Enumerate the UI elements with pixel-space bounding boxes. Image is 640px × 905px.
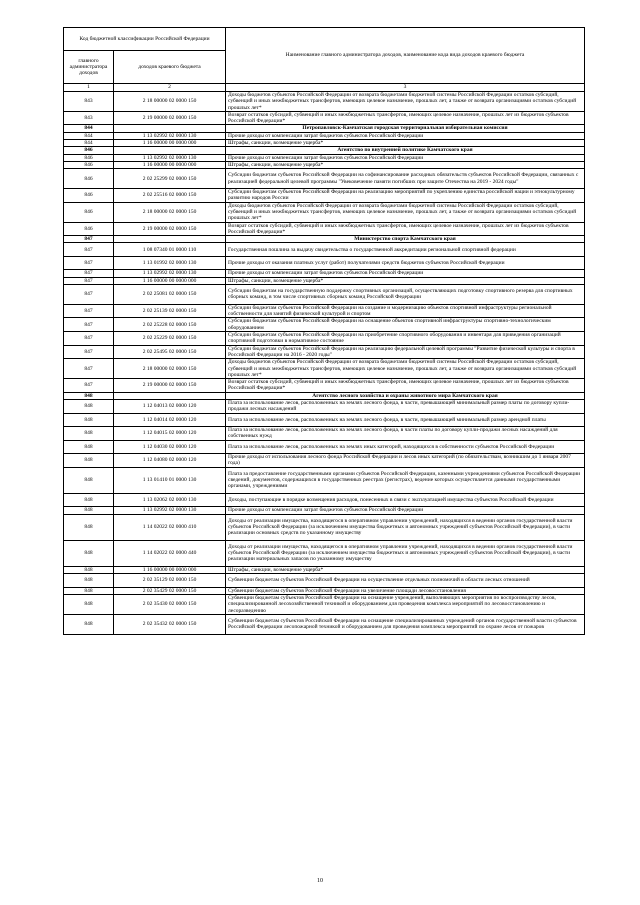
income-code-cell: 1 13 02992 02 0000 130	[114, 132, 226, 139]
admin-code-cell: 847	[64, 304, 114, 318]
admin-code-cell: 844	[64, 140, 114, 147]
admin-code-cell: 847	[64, 270, 114, 277]
income-code-cell: 2 19 00000 02 0000 150	[114, 379, 226, 393]
income-name-cell: Прочие доходы от компенсации затрат бюджетов субъектов Российской Федерации	[226, 507, 585, 514]
admin-code-cell: 846	[64, 169, 114, 189]
table-row	[64, 574, 585, 588]
table-row	[64, 285, 585, 305]
income-code-cell: 2 02 35432 02 0000 150	[114, 614, 226, 634]
table-row	[64, 111, 585, 125]
income-name-cell: Доходы бюджетов субъектов Российской Федерации от возврата бюджетами бюджетной системы Российской Федерации остатков субсидий, субвенций и иных межбюджетных трансфертов, имеющих целевое назначение, прошлых лет, а также от возврата организациями остатков субсидий прошлых лет*	[226, 202, 585, 222]
income-code-cell: 1 13 02992 02 0000 130	[114, 154, 226, 161]
income-name-cell: Штрафы, санкции, возмещение ущерба*	[226, 161, 585, 168]
table-row	[64, 154, 585, 161]
income-code-cell: 1 13 01992 02 0000 130	[114, 256, 226, 270]
income-name-cell: Плата за предоставление государственными органами субъектов Российской Федерации, казенными учреждениями субъектов Российской Федерации сведений, документов, содержащихся в государственных реестрах (регистрах), ведение которых осуществляется данными государственными органами, учреждениями	[226, 467, 585, 493]
admin-code-cell: 848	[64, 574, 114, 588]
income-code-cell: 1 12 04014 02 0000 120	[114, 413, 226, 427]
income-name-cell: Плата за использование лесов, расположенных на землях лесного фонда, в части, превышающей минимальный размер арендной платы	[226, 413, 585, 427]
admin-code-cell: 848	[64, 399, 114, 413]
income-code-cell: 2 18 00000 02 0000 150	[114, 202, 226, 222]
income-code-cell: 2 02 25139 02 0000 150	[114, 304, 226, 318]
income-name-cell: Субсидии бюджетам субъектов Российской Федерации на создание и модернизацию объектов спортивной инфраструктуры региональной собственности для занятий физической культурой и спортом	[226, 304, 585, 318]
section-empty-cell	[114, 147, 226, 154]
income-name-cell: Прочие доходы от использования лесного фонда Российской Федерации и лесов иных категорий (по обязательствам, возникшим до 1 января 2007 года)	[226, 454, 585, 468]
income-name-cell: Возврат остатков субсидий, субвенций и иных межбюджетных трансфертов, имеющих целевое назначение, прошлых лет из бюджетов субъектов Российской Федерации*	[226, 379, 585, 393]
income-code-cell: 1 16 00000 00 0000 000	[114, 140, 226, 147]
income-name-cell: Штрафы, санкции, возмещение ущерба*	[226, 566, 585, 573]
table-row	[64, 507, 585, 514]
income-code-cell: 1 13 01410 01 0000 130	[114, 467, 226, 493]
income-code-cell: 1 08 07340 01 0000 110	[114, 243, 226, 257]
table-row	[64, 332, 585, 346]
income-code-cell: 2 02 35429 02 0000 150	[114, 587, 226, 594]
income-name-cell: Субсидии бюджетам субъектов Российской Федерации на софинансирование расходных обязательств субъектов Российской Федерации, связанных с реализацией федеральной целевой программы "Увековечение памяти погибших при защите Отечества на 2019 - 2024 годы"	[226, 169, 585, 189]
income-name-cell: Субвенции бюджетам субъектов Российской Федерации на оснащение специализированных учреждений органов государственной власти субъектов Российской Федерации лесопожарной техникой и оборудованием для проведения комплекса мероприятий по охране лесов от пожаров	[226, 614, 585, 634]
table-row	[64, 467, 585, 493]
admin-code-cell: 848	[64, 440, 114, 454]
admin-code-cell: 847	[64, 379, 114, 393]
table-row	[64, 270, 585, 277]
income-name-cell: Возврат остатков субсидий, субвенций и иных межбюджетных трансфертов, имеющих целевое назначение, прошлых лет из бюджетов субъектов Российской Федерации*	[226, 222, 585, 236]
income-code-cell: 1 12 04013 02 0000 120	[114, 399, 226, 413]
section-title: Агентство по внутренней политике Камчатского края	[226, 147, 585, 154]
income-name-cell: Доходы бюджетов субъектов Российской Федерации от возврата бюджетами бюджетной системы Российской Федерации остатков субсидий, субвенций и иных межбюджетных трансфертов, имеющих целевое назначение, прошлых лет, а также от возврата организациями остатков субсидий прошлых лет*	[226, 359, 585, 379]
admin-code-cell: 843	[64, 92, 114, 112]
income-name-cell: Доходы от реализации имущества, находящегося в оперативном управлении учреждений, находящихся в ведении органов государственной власти субъектов Российской Федерации (за исключением имущества бюджетных и автономных учреждений субъектов Российской Федерации), в части реализации основных средств по указанному имуществу	[226, 514, 585, 540]
admin-column-header: главного администратора доходов	[64, 51, 114, 84]
admin-code-cell: 848	[64, 467, 114, 493]
income-name-cell: Субвенции бюджетам субъектов Российской Федерации на осуществление отдельных полномочий в области лесных отношений	[226, 574, 585, 588]
admin-code-cell: 846	[64, 189, 114, 203]
income-name-cell: Государственная пошлина за выдачу свидетельства о государственной аккредитации региональной спортивной федерации	[226, 243, 585, 257]
income-name-cell: Субсидии бюджетам субъектов Российской Федерации на реализацию федеральной целевой программы "Развитие физической культуры и спорта в Российской Федерации на 2016 - 2020 годы"	[226, 345, 585, 359]
income-name-cell: Прочие доходы от оказания платных услуг (работ) получателями средств бюджетов субъектов Российской Федерации	[226, 256, 585, 270]
table-row	[64, 359, 585, 379]
section-title: Агентство лесного хозяйства и охраны животного мира Камчатского края	[226, 392, 585, 399]
table-row	[64, 594, 585, 614]
table-row	[64, 540, 585, 566]
income-name-cell: Субсидии бюджетам на государственную поддержку спортивных организаций, осуществляющих подготовку спортивного резерва для спортивных сборных команд, в том числе спортивных сборных команд Российской Федерации	[226, 285, 585, 305]
income-code-cell: 2 02 35129 02 0000 150	[114, 574, 226, 588]
admin-code-cell: 848	[64, 514, 114, 540]
income-code-cell: 2 18 00000 02 0000 150	[114, 92, 226, 112]
admin-code-cell: 846	[64, 154, 114, 161]
income-code-cell: 2 19 00000 02 0000 150	[114, 111, 226, 125]
section-admin-code: 844	[64, 125, 114, 132]
admin-code-cell: 844	[64, 132, 114, 139]
page-number: 10	[317, 878, 323, 884]
income-name-cell: Доходы, поступающие в порядке возмещения расходов, понесенных в связи с эксплуатацией имущества субъектов Российской Федерации	[226, 493, 585, 507]
income-code-cell: 2 18 00000 02 0000 150	[114, 359, 226, 379]
admin-code-cell: 843	[64, 111, 114, 125]
table-row	[64, 243, 585, 257]
section-row	[64, 236, 585, 243]
income-code-cell: 2 19 00000 02 0000 150	[114, 222, 226, 236]
income-code-cell: 1 12 04030 02 0000 120	[114, 440, 226, 454]
admin-code-cell: 848	[64, 614, 114, 634]
income-name-cell: Штрафы, санкции, возмещение ущерба*	[226, 277, 585, 284]
income-code-cell: 1 16 00000 00 0000 000	[114, 161, 226, 168]
table-row	[64, 161, 585, 168]
section-row	[64, 147, 585, 154]
table-row	[64, 189, 585, 203]
table-row	[64, 413, 585, 427]
income-code-cell: 2 02 25228 02 0000 150	[114, 318, 226, 332]
section-empty-cell	[114, 125, 226, 132]
admin-code-cell: 847	[64, 345, 114, 359]
classification-header: Код бюджетной классификации Российской Федерации	[64, 28, 226, 51]
section-admin-code: 848	[64, 392, 114, 399]
table-row	[64, 304, 585, 318]
income-name-cell: Субвенции бюджетам субъектов Российской Федерации на оснащение учреждений, выполняющих мероприятия по воспроизводству лесов, специализированной лесохозяйственной техникой и оборудованием для проведения комплекса мероприятий по лесовосстановлению и лесоразведению	[226, 594, 585, 614]
income-code-cell: 2 02 25299 02 0000 150	[114, 169, 226, 189]
income-name-cell: Прочие доходы от компенсации затрат бюджетов субъектов Российской Федерации	[226, 154, 585, 161]
section-row	[64, 125, 585, 132]
table-row	[64, 256, 585, 270]
table-row	[64, 566, 585, 573]
admin-code-cell: 848	[64, 507, 114, 514]
income-name-cell: Субсидии бюджетам субъектов Российской Федерации на приобретение спортивного оборудования и инвентаря для приведения организаций спортивной подготовки в нормативное состояние	[226, 332, 585, 346]
section-empty-cell	[114, 236, 226, 243]
admin-code-cell: 848	[64, 413, 114, 427]
admin-code-cell: 847	[64, 359, 114, 379]
admin-code-cell: 848	[64, 540, 114, 566]
admin-code-cell: 848	[64, 594, 114, 614]
income-name-cell: Доходы от реализации имущества, находящегося в оперативном управлении учреждений, находящихся в ведении органов государственной власти субъектов Российской Федерации (за исключением имущества бюджетных и автономных учреждений субъектов Российской Федерации), в части реализации материальных запасов по указанному имуществу	[226, 540, 585, 566]
income-code-cell: 2 02 25516 02 0000 150	[114, 189, 226, 203]
income-code-cell: 1 13 02062 02 0000 130	[114, 493, 226, 507]
admin-code-cell: 847	[64, 332, 114, 346]
admin-code-cell: 847	[64, 318, 114, 332]
admin-code-cell: 847	[64, 243, 114, 257]
table-row	[64, 345, 585, 359]
income-code-cell: 2 02 35430 02 0000 150	[114, 594, 226, 614]
table-row	[64, 202, 585, 222]
table-row	[64, 493, 585, 507]
admin-code-cell: 847	[64, 256, 114, 270]
table-row	[64, 427, 585, 441]
income-name-cell: Субсидии бюджетам субъектов Российской Федерации на реализацию мероприятий по укреплению единства российской нации и этнокультурному развитию народов России	[226, 189, 585, 203]
table-row	[64, 587, 585, 594]
income-name-cell: Прочие доходы от компенсации затрат бюджетов субъектов Российской Федерации	[226, 132, 585, 139]
admin-code-cell: 847	[64, 285, 114, 305]
table-row	[64, 140, 585, 147]
admin-code-cell: 848	[64, 454, 114, 468]
admin-code-cell: 848	[64, 493, 114, 507]
table-header	[64, 28, 585, 92]
admin-code-cell: 848	[64, 427, 114, 441]
table-row	[64, 277, 585, 284]
income-code-cell: 1 12 04015 02 0000 120	[114, 427, 226, 441]
income-code-cell: 1 13 02992 02 0000 130	[114, 507, 226, 514]
section-admin-code: 847	[64, 236, 114, 243]
admin-code-cell: 846	[64, 202, 114, 222]
table-row	[64, 399, 585, 413]
income-name-cell: Прочие доходы от компенсации затрат бюджетов субъектов Российской Федерации	[226, 270, 585, 277]
section-title: Министерство спорта Камчатского края	[226, 236, 585, 243]
revenue-classification-table	[63, 27, 585, 635]
admin-code-cell: 846	[64, 222, 114, 236]
income-name-cell: Возврат остатков субсидий, субвенций и иных межбюджетных трансфертов, имеющих целевое назначение, прошлых лет из бюджетов субъектов Российской Федерации*	[226, 111, 585, 125]
admin-code-cell: 848	[64, 566, 114, 573]
table-row	[64, 222, 585, 236]
income-name-cell: Плата за использование лесов, расположенных на землях лесного фонда, в части, превышающей минимальный размер платы по договору купли-продажи лесных насаждений	[226, 399, 585, 413]
column-number-3: 3	[226, 84, 585, 92]
section-admin-code: 846	[64, 147, 114, 154]
name-column-header: Наименование главного администратора доходов, наименование кода вида доходов краевого бюджета	[226, 28, 585, 84]
admin-code-cell: 848	[64, 587, 114, 594]
income-name-cell: Доходы бюджетов субъектов Российской Федерации от возврата бюджетами бюджетной системы Российской Федерации остатков субсидий, субвенций и иных межбюджетных трансфертов, имеющих целевое назначение, прошлых лет, а также от возврата организациями остатков субсидий прошлых лет*	[226, 92, 585, 112]
income-name-cell: Субсидии бюджетам субъектов Российской Федерации на оснащение объектов спортивной инфраструктуры спортивно-технологическим оборудованием	[226, 318, 585, 332]
table-row	[64, 92, 585, 112]
income-code-cell: 2 02 25081 02 0000 150	[114, 285, 226, 305]
income-name-cell: Субвенции бюджетам субъектов Российской Федерации на увеличение площади лесовосстановления	[226, 587, 585, 594]
income-code-cell: 1 16 00000 00 0000 000	[114, 566, 226, 573]
income-code-cell: 2 02 25495 02 0000 150	[114, 345, 226, 359]
income-code-cell: 2 02 25229 02 0000 150	[114, 332, 226, 346]
table-row	[64, 318, 585, 332]
table-row	[64, 132, 585, 139]
income-name-cell: Плата за использование лесов, расположенных на землях иных категорий, находящихся в собственности субъектов Российской Федерации	[226, 440, 585, 454]
table-row	[64, 379, 585, 393]
table-row	[64, 614, 585, 634]
admin-code-cell: 847	[64, 277, 114, 284]
table-row	[64, 454, 585, 468]
column-number-2: 2	[114, 84, 226, 92]
income-name-cell: Плата за использование лесов, расположенных на землях лесного фонда, в части платы по договору купли-продажи лесных насаждений для собственных нужд	[226, 427, 585, 441]
table-body	[64, 92, 585, 635]
income-name-cell: Штрафы, санкции, возмещение ущерба*	[226, 140, 585, 147]
income-code-cell: 1 14 02022 02 0000 440	[114, 540, 226, 566]
admin-code-cell: 846	[64, 161, 114, 168]
section-title: Петропавловск-Камчатская городская территориальная избирательная комиссия	[226, 125, 585, 132]
column-number-1: 1	[64, 84, 114, 92]
income-code-cell: 1 12 04080 02 0000 120	[114, 454, 226, 468]
table-row	[64, 514, 585, 540]
section-row	[64, 392, 585, 399]
document-page	[63, 27, 584, 635]
income-code-cell: 1 13 02992 02 0000 130	[114, 270, 226, 277]
income-code-cell: 1 14 02022 02 0000 410	[114, 514, 226, 540]
table-row	[64, 440, 585, 454]
table-row	[64, 169, 585, 189]
income-column-header: доходов краевого бюджета	[114, 51, 226, 84]
income-code-cell: 1 16 00000 00 0000 000	[114, 277, 226, 284]
section-empty-cell	[114, 392, 226, 399]
